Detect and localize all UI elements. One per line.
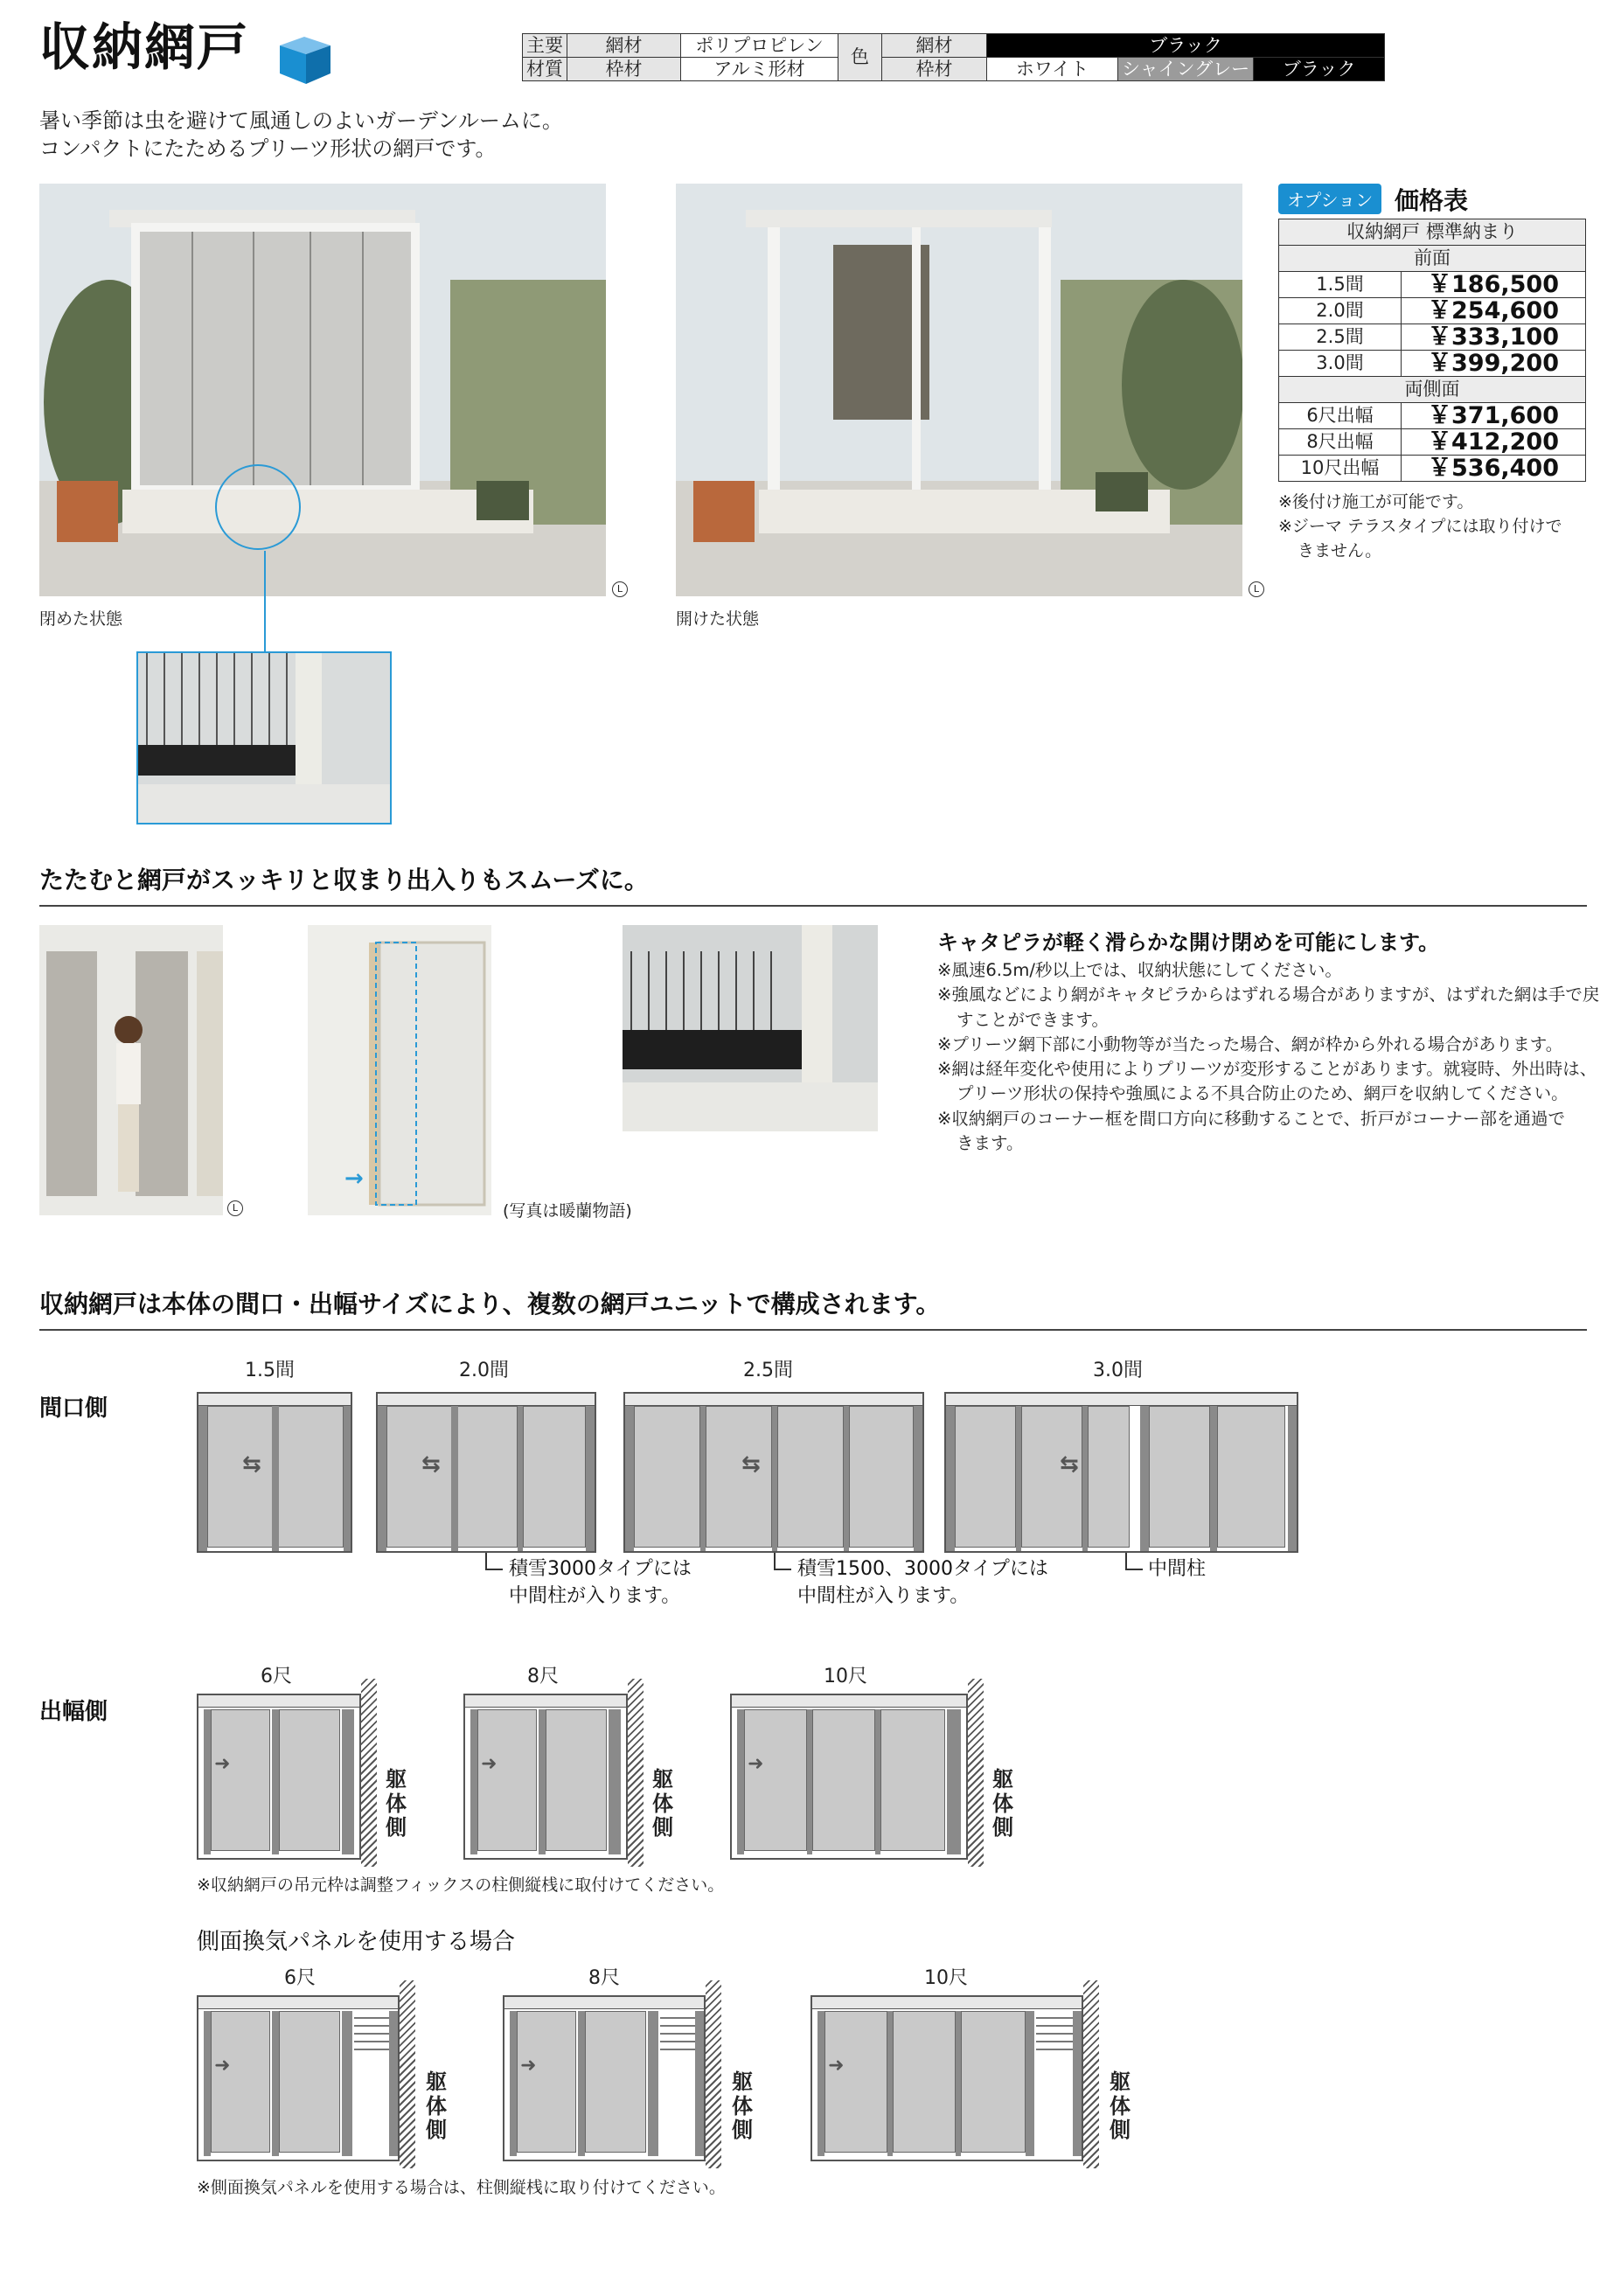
side-note: ※収納網戸の吊元枠は調整フィックスの柱側縦桟に取付けてください。 — [197, 1875, 725, 1895]
zoom-detail-photo — [136, 651, 392, 824]
note-line: きます。 — [957, 1132, 1024, 1153]
section-divider — [39, 905, 1587, 907]
price-row — [1279, 456, 1586, 482]
screen-unit-diagram: ➜ — [197, 1694, 361, 1860]
option-badge: オプション — [1278, 184, 1381, 214]
price-table — [1278, 219, 1586, 482]
mat-cell: 色 — [838, 34, 882, 81]
size-label: 1.5間 — [245, 1360, 295, 1381]
price-value: ￥371,600 — [1402, 403, 1586, 429]
screen-unit-diagram: ⇆ — [944, 1392, 1298, 1553]
size-label: 6尺 — [284, 1967, 316, 1989]
size-label: 8尺 — [588, 1967, 620, 1989]
callout-line — [485, 1569, 503, 1570]
price-size: 2.0間 — [1279, 298, 1402, 324]
garden-room-closed-photo — [39, 184, 606, 596]
feature-heading: キャタピラが軽く滑らかな開け閉めを可能にします。 — [937, 930, 1440, 955]
screen-unit-diagram: ➜ — [503, 1995, 706, 2161]
price-size: 8尺出幅 — [1279, 429, 1402, 456]
callout-line-text: 積雪3000タイプには — [509, 1558, 692, 1580]
photo-mark-icon: L — [1249, 581, 1264, 597]
zoom-callout-line — [264, 551, 266, 651]
price-row — [1279, 324, 1586, 351]
price-value: ￥399,200 — [1402, 351, 1586, 377]
callout-line-text: 中間柱が入ります。 — [797, 1584, 970, 1607]
size-label: 10尺 — [924, 1967, 968, 1989]
screen-unit-diagram: ➜ — [730, 1694, 968, 1860]
callout-line — [774, 1569, 791, 1570]
mat-cell: 枠材 — [882, 58, 987, 81]
photo-caption: 開けた状態 — [676, 609, 760, 629]
wall-label: 躯 体 側 — [652, 1767, 673, 1840]
note-line: ※収納網戸のコーナー框を間口方向に移動することで、折戸がコーナー部を通過で — [937, 1108, 1565, 1129]
photo-mark-icon: L — [612, 581, 628, 597]
callout-line-text: 中間柱が入ります。 — [509, 1584, 681, 1607]
price-group-label: 両側面 — [1279, 377, 1586, 403]
screen-unit-diagram: ⇆ — [197, 1392, 352, 1553]
intro-line: 暑い季節は虫を避けて風通しのよいガーデンルームに。 — [39, 108, 563, 133]
size-label: 2.0間 — [459, 1360, 509, 1381]
depth-side-label: 出幅側 — [39, 1699, 108, 1725]
price-note: ※後付け施工が可能です。 — [1278, 492, 1474, 511]
callout-line — [485, 1553, 487, 1570]
price-value: ￥186,500 — [1402, 272, 1586, 298]
price-row — [1279, 298, 1586, 324]
materials-table — [522, 33, 1385, 81]
price-row — [1279, 403, 1586, 429]
size-label: 3.0間 — [1093, 1360, 1143, 1381]
wall-hatch — [361, 1679, 377, 1867]
photo-mark-icon: L — [227, 1200, 243, 1216]
wall-hatch — [968, 1679, 984, 1867]
mat-cell: 材質 — [523, 58, 567, 81]
folded-screen-photo — [308, 925, 491, 1215]
wall-label: 躯 体 側 — [1110, 2070, 1131, 2143]
wall-label: 躯 体 側 — [426, 2070, 447, 2143]
callout-text — [797, 1556, 1048, 1611]
caterpillar-detail-photo — [623, 925, 878, 1131]
callout-line — [774, 1553, 776, 1570]
price-header: 収納網戸 標準納まり — [1279, 219, 1586, 246]
price-value: ￥333,100 — [1402, 324, 1586, 351]
price-note: きません。 — [1297, 541, 1382, 560]
mat-cell: ブラック — [987, 34, 1385, 58]
price-size: 1.5間 — [1279, 272, 1402, 298]
mat-cell: 網材 — [567, 34, 681, 58]
price-row — [1279, 351, 1586, 377]
callout-line — [1125, 1569, 1143, 1570]
mat-cell: アルミ形材 — [681, 58, 838, 81]
page-title: 収納網戸 — [39, 17, 250, 77]
mat-cell: 網材 — [882, 34, 987, 58]
wall-label: 躯 体 側 — [386, 1767, 407, 1840]
mat-cell: ブラック — [1254, 58, 1385, 81]
price-note: ※ジーマ テラスタイプには取り付けで — [1278, 517, 1562, 536]
front-side-label: 間口側 — [39, 1395, 108, 1422]
price-row — [1279, 429, 1586, 456]
price-size: 10尺出幅 — [1279, 456, 1402, 482]
mat-cell: 枠材 — [567, 58, 681, 81]
section-divider — [39, 1329, 1587, 1331]
screen-unit-diagram: ➜ — [463, 1694, 628, 1860]
note-line: プリーツ形状の保持や強風による不具合防止のため、網戸を収納してください。 — [957, 1083, 1569, 1104]
wall-hatch — [706, 1980, 721, 2168]
wall-label: 躯 体 側 — [732, 2070, 753, 2143]
price-value: ￥254,600 — [1402, 298, 1586, 324]
callout-line — [1125, 1553, 1127, 1570]
svg-text:→: → — [344, 1165, 364, 1192]
note-line: ※プリーツ網下部に小動物等が当たった場合、網が枠から外れる場合があります。 — [937, 1033, 1563, 1054]
screen-unit-diagram: ➜ — [810, 1995, 1083, 2161]
wall-hatch — [400, 1980, 415, 2168]
size-label: 10尺 — [824, 1666, 867, 1687]
section-title: 収納網戸は本体の間口・出幅サイズにより、複数の網戸ユニットで構成されます。 — [39, 1290, 941, 1318]
photo-caption: (写真は暖蘭物語) — [503, 1201, 632, 1221]
note-line: ※風速6.5m/秒以上では、収納状態にしてください。 — [937, 960, 1342, 980]
callout-line-text: 積雪1500、3000タイプには — [797, 1558, 1048, 1580]
callout-text — [509, 1556, 692, 1611]
note-line: ※網は経年変化や使用によりプリーツが変形することがあります。就寝時、外出時は、 — [937, 1059, 1597, 1080]
intro-line: コンパクトにたためるプリーツ形状の網戸です。 — [39, 136, 497, 161]
screen-unit-diagram: ⇆ — [376, 1392, 596, 1553]
wall-hatch — [1083, 1980, 1099, 2168]
product-cube-icon — [273, 33, 336, 86]
price-row — [1279, 272, 1586, 298]
size-label: 8尺 — [527, 1666, 559, 1687]
price-size: 6尺出幅 — [1279, 403, 1402, 429]
mat-cell: ホワイト — [987, 58, 1118, 81]
price-table-title: 価格表 — [1395, 186, 1469, 215]
callout-text: 中間柱 — [1148, 1558, 1207, 1580]
garden-room-open-photo — [676, 184, 1242, 596]
photo-caption: 閉めた状態 — [39, 609, 123, 629]
note-line: すことができます。 — [957, 1009, 1109, 1030]
vent-title: 側面換気パネルを使用する場合 — [197, 1929, 516, 1955]
screen-unit-diagram: ⇆ — [623, 1392, 924, 1553]
price-value: ￥536,400 — [1402, 456, 1586, 482]
woman-opening-screen-photo — [39, 925, 223, 1215]
price-size: 3.0間 — [1279, 351, 1402, 377]
mat-cell: 主要 — [523, 34, 567, 58]
price-size: 2.5間 — [1279, 324, 1402, 351]
size-label: 6尺 — [261, 1666, 292, 1687]
price-value: ￥412,200 — [1402, 429, 1586, 456]
screen-unit-diagram: ➜ — [197, 1995, 400, 2161]
section-title: たたむと網戸がスッキリと収まり出入りもスムーズに。 — [39, 866, 649, 894]
vent-note: ※側面換気パネルを使用する場合は、柱側縦桟に取り付けてください。 — [197, 2178, 726, 2197]
mat-cell: シャイングレー — [1118, 58, 1254, 81]
note-line: ※強風などにより網がキャタピラからはずれる場合がありますが、はずれた網は手で戻 — [937, 984, 1600, 1005]
mat-cell: ポリプロピレン — [681, 34, 838, 58]
wall-hatch — [628, 1679, 644, 1867]
feature-notes — [937, 958, 1599, 1156]
wall-label: 躯 体 側 — [992, 1767, 1013, 1840]
size-label: 2.5間 — [743, 1360, 793, 1381]
price-group-label: 前面 — [1279, 246, 1586, 272]
